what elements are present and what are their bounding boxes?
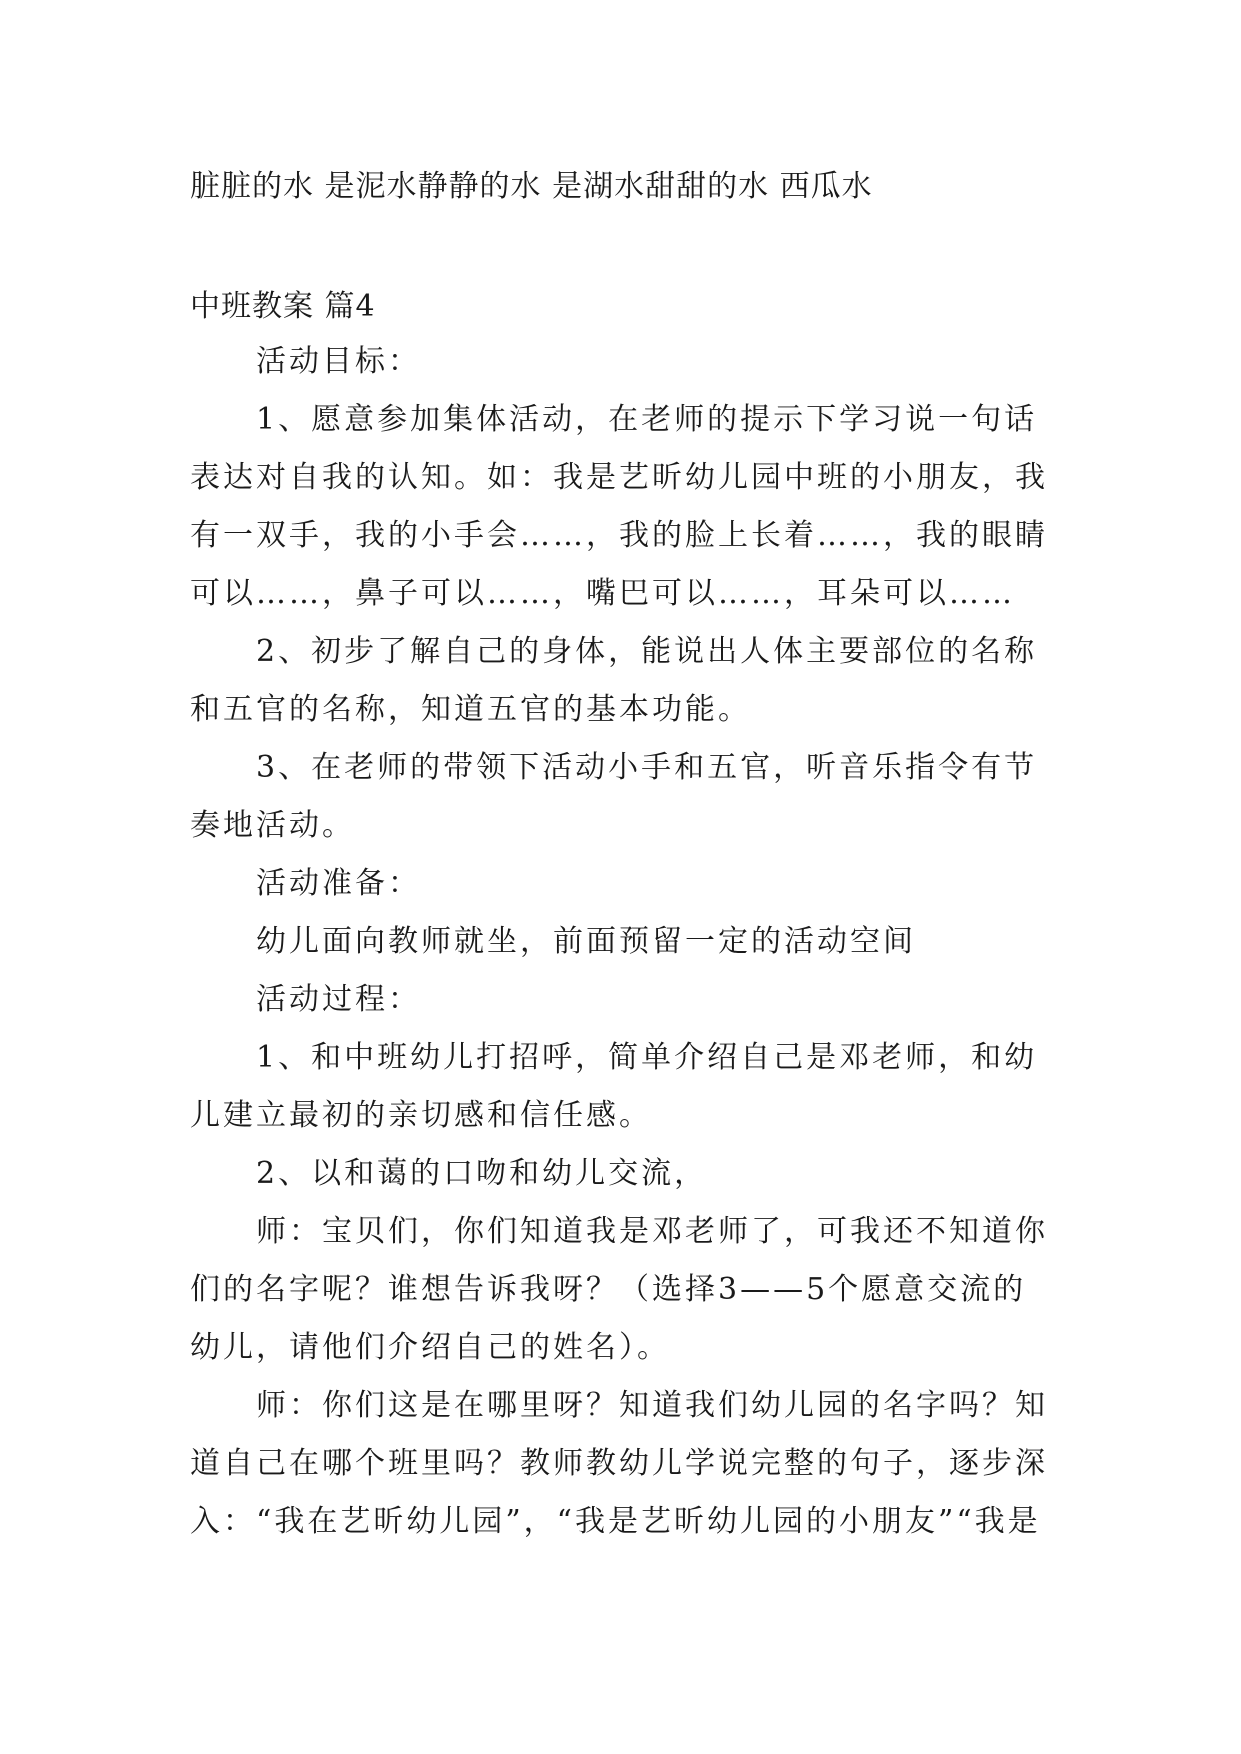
paragraph-teacher-1	[190, 1203, 1060, 1377]
text-line: 幼儿面向教师就坐，前面预留一定的活动空间	[256, 924, 916, 959]
paragraph-goal-1	[190, 391, 1060, 623]
text-line: 儿建立最初的亲切感和信任感。	[190, 1098, 652, 1133]
text-line: 幼儿，请他们介绍自己的姓名）。	[190, 1330, 670, 1365]
top-line-text: 脏脏的水 是泥水静静的水 是湖水甜甜的水 西瓜水	[190, 169, 873, 204]
text-line: 有一双手，我的小手会……，我的脸上长着……，我的眼睛	[190, 518, 1048, 553]
paragraph-process-2	[190, 1145, 1060, 1203]
text-line: 可以……，鼻子可以……，嘴巴可以……，耳朵可以……	[190, 576, 1015, 611]
text-line: 们的名字呢？谁想告诉我呀？（选择3——5个愿意交流的	[190, 1272, 1027, 1307]
paragraph-preparation	[190, 913, 1060, 971]
paragraph-goal-2	[190, 623, 1060, 739]
text-line: 2、初步了解自己的身体，能说出人体主要部位的名称	[256, 634, 1038, 669]
text-line: 奏地活动。	[190, 808, 355, 843]
paragraph-teacher-2	[190, 1377, 1060, 1551]
text-line: 活动目标：	[256, 344, 421, 379]
text-line: 表达对自我的认知。如：我是艺昕幼儿园中班的小朋友，我	[190, 460, 1048, 495]
paragraph-goals-heading	[190, 333, 1060, 391]
text-line: 活动准备：	[256, 866, 421, 901]
text-line: 1、愿意参加集体活动，在老师的提示下学习说一句话	[256, 402, 1038, 437]
section-title: 中班教案 篇4	[190, 289, 376, 324]
text-line: 活动过程：	[256, 982, 421, 1017]
text-line: 3、在老师的带领下活动小手和五官，听音乐指令有节	[256, 750, 1038, 785]
paragraph-goal-3	[190, 739, 1060, 855]
text-line: 师：宝贝们，你们知道我是邓老师了，可我还不知道你	[256, 1214, 1048, 1249]
paragraph-preparation-heading	[190, 855, 1060, 913]
text-line: 和五官的名称，知道五官的基本功能。	[190, 692, 751, 727]
text-line: 道自己在哪个班里吗？教师教幼儿学说完整的句子，逐步深	[190, 1446, 1048, 1481]
text-line: 2、以和蔼的口吻和幼儿交流，	[256, 1156, 708, 1191]
paragraph-process-heading	[190, 971, 1060, 1029]
text-line: 1、和中班幼儿打招呼，简单介绍自己是邓老师，和幼	[256, 1040, 1038, 1075]
text-line: 入：“我在艺昕幼儿园”，“我是艺昕幼儿园的小朋友”“我是	[190, 1504, 1041, 1539]
text-line: 师：你们这是在哪里呀？知道我们幼儿园的名字吗？知	[256, 1388, 1048, 1423]
document-body	[190, 333, 1060, 1551]
paragraph-process-1	[190, 1029, 1060, 1145]
